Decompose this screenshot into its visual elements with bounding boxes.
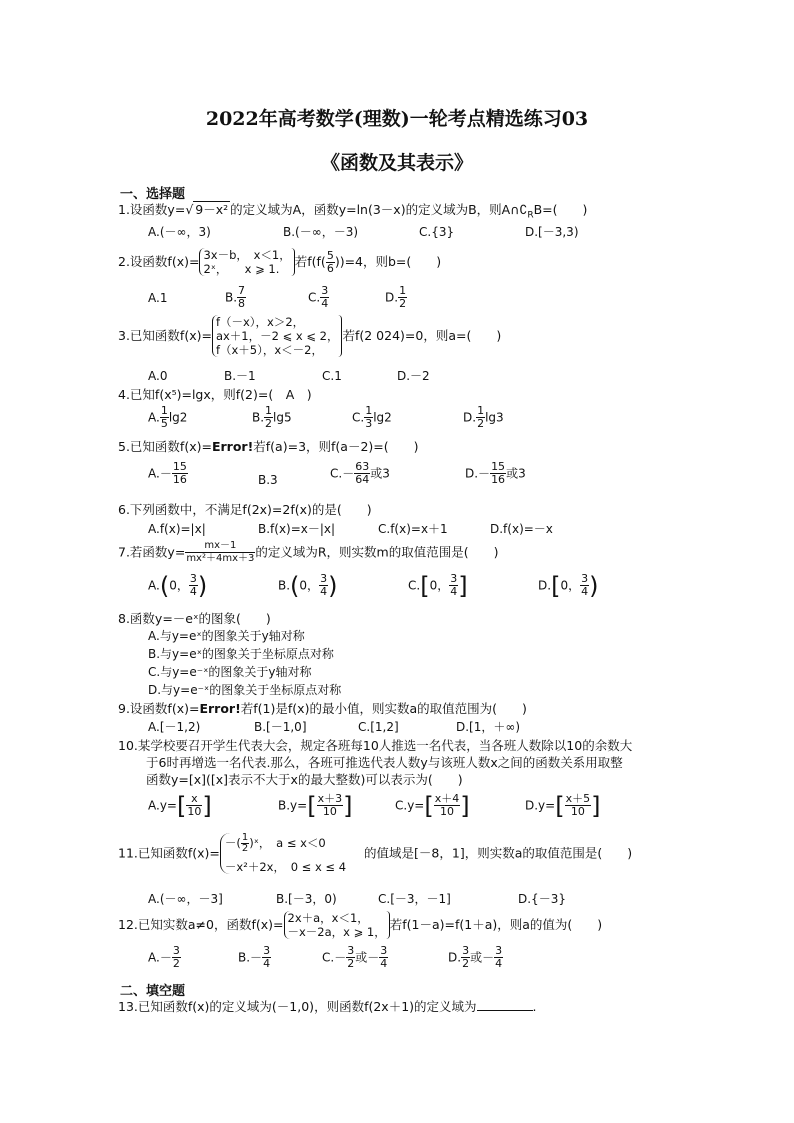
question-9: 9.设函数f(x)=Error!若f(1)是f(x)的最小值，则实数a的取值范围为( )	[118, 701, 527, 716]
q10-option-b: B.y=[ $\frac{x+3}{10}$ ]	[278, 791, 353, 820]
q6-option-b: B.f(x)=x－|x|	[258, 522, 336, 536]
question-13: 13.已知函数f(x)的定义域为(－1,0)，则函数f(2x＋1)的定义域为 .	[118, 999, 537, 1014]
q2-option-b: B. $\frac{7}{8}$	[225, 284, 246, 310]
piecewise-brace: f（－x），x＞2， ax＋1，－2 ⩽ x ⩽ 2， f（x＋5），x＜－2，	[212, 315, 339, 357]
question-8: 8.函数y=－eˣ的图象( )	[118, 611, 271, 626]
q4-option-a: A. $\frac{1}{5}$ lg2	[148, 404, 188, 430]
q5-option-a: A.－ $\frac{15}{16}$	[148, 460, 187, 486]
q7-option-a: A.(0， $\frac{3}{4}$ )	[148, 571, 208, 600]
q9-option-d: D.[1，＋∞)	[456, 720, 521, 734]
q10-option-d: D.y=[ $\frac{x+5}{10}$ ]	[525, 791, 601, 820]
q8-option-d: D.与y=e⁻ˣ的图象关于坐标原点对称	[148, 683, 342, 697]
piecewise-brace: －( $\frac{1}{2}$ )ˣ， a ≤ x＜0 －x²＋2x， 0 ≤ x ≤ 4	[220, 833, 346, 874]
q5-option-b: B.3	[258, 473, 278, 487]
sqrt-expr: 9－x²	[195, 202, 229, 217]
section-fill: 二、填空题	[120, 984, 186, 999]
q7-option-c: C.[0， $\frac{3}{4}$ ]	[408, 571, 468, 600]
q2-option-d: D. $\frac{1}{2}$	[385, 284, 407, 310]
q12-option-c: C.－ $\frac{3}{2}$ 或－ $\frac{3}{4}$	[322, 944, 388, 970]
piecewise-brace: 2x＋a，x＜1， －x－2a，x ⩾ 1，	[284, 911, 386, 939]
q2-option-c: C. $\frac{3}{4}$	[308, 284, 329, 310]
q11-option-b: B.[－3，0)	[276, 892, 337, 906]
q3-option-c: C.1	[322, 369, 342, 383]
q12-option-d: D. $\frac{3}{2}$ 或－ $\frac{3}{4}$	[448, 944, 503, 970]
q9-option-c: C.[1,2]	[358, 720, 399, 734]
q9-option-b: B.[－1,0]	[254, 720, 307, 734]
q2-option-a: A.1	[148, 291, 168, 305]
q1-option-c: C.{3}	[419, 225, 455, 239]
question-4: 4.已知f(x⁵)=lgx，则f(2)=( A )	[118, 387, 312, 402]
page-title: 2022年高考数学(理数)一轮考点精选练习03	[205, 108, 589, 130]
q12-option-a: A.－ $\frac{3}{2}$	[148, 944, 180, 970]
q4-option-d: D. $\frac{1}{2}$ lg3	[463, 404, 504, 430]
q8-option-a: A.与y=eˣ的图象关于y轴对称	[148, 629, 305, 643]
q10-option-c: C.y=[ $\frac{x+4}{10}$ ]	[395, 791, 470, 820]
q1-option-b: B.(－∞，－3)	[283, 225, 359, 239]
q6-option-d: D.f(x)=－x	[490, 522, 553, 536]
question-10-line-3: 函数y=[x]([x]表示不大于x的最大整数)可以表示为( )	[146, 772, 463, 787]
q4-option-b: B. $\frac{1}{2}$ lg5	[252, 404, 292, 430]
q12-option-b: B.－ $\frac{3}{4}$	[238, 944, 271, 970]
question-7: 7.若函数y= $\frac{mx-1}{\text{mx²＋4mx＋3}}$ 的定义域为R，则实数m的取值范围是( )	[118, 540, 499, 564]
question-11: 11.已知函数f(x)= －( $\frac{1}{2}$ )ˣ， a ≤ x＜0 －x²＋2x， 0 ≤ x ≤ 4 的值域是[－8，1]，则实数a的取值范围是( )	[118, 832, 633, 874]
question-1: 1.设函数y=√ 9－x² 的定义域为A，函数y=ln(3－x)的定义域为B，则$A\cap∁_RB=$( )	[118, 202, 588, 221]
q11-option-c: C.[－3，－1]	[378, 892, 451, 906]
q6-option-a: A.f(x)=|x|	[148, 522, 206, 536]
q1-option-a: A.(－∞，3)	[148, 225, 211, 239]
q3-option-a: A.0	[148, 369, 168, 383]
q3-option-d: D.－2	[397, 369, 430, 383]
q8-option-b: B.与y=eˣ的图象关于坐标原点对称	[148, 647, 334, 661]
q3-option-b: B.－1	[224, 369, 256, 383]
piecewise-brace: 3x－b， x＜1， 2ˣ， x ⩾ 1.	[199, 248, 290, 276]
q5-option-d: D.－ $\frac{15}{16}$ 或3	[465, 460, 526, 486]
q4-option-c: C. $\frac{1}{3}$ lg2	[352, 404, 392, 430]
q6-option-c: C.f(x)=x＋1	[378, 522, 448, 536]
answer-blank[interactable]	[477, 1010, 533, 1011]
question-2: 2.设函数f(x)= 3x－b， x＜1， 2ˣ， x ⩾ 1. 若f(f( $\frac{5}{6}$ ))=4，则b=( )	[118, 248, 442, 276]
q8-option-c: C.与y=e⁻ˣ的图象关于y轴对称	[148, 665, 312, 679]
question-6: 6.下列函数中，不满足f(2x)=2f(x)的是( )	[118, 502, 372, 517]
section-choice: 一、选择题	[120, 187, 186, 202]
question-5: 5.已知函数f(x)=Error!若f(a)=3，则f(a－2)=( )	[118, 439, 419, 454]
q11-option-d: D.{－3}	[518, 892, 566, 906]
q9-option-a: A.[－1,2)	[148, 720, 201, 734]
question-10-line-2: 于6时再增选一名代表.那么，各班可推选代表人数y与该班人数x之间的函数关系用取整	[146, 755, 623, 770]
q7-option-d: D.[0， $\frac{3}{4}$ )	[538, 571, 599, 600]
question-12: 12.已知实数a≠0，函数f(x)= 2x＋a，x＜1， －x－2a，x ⩾ 1， 若f(1－a)=f(1＋a)，则a的值为( )	[118, 911, 603, 939]
q1-option-d: D.[－3,3)	[525, 225, 579, 239]
question-3: 3.已知函数f(x)= f（－x），x＞2， ax＋1，－2 ⩽ x ⩽ 2， f（x＋5），x＜－2， 若f(2 024)=0，则a=( )	[118, 315, 502, 357]
question-10-line-1: 10.某学校要召开学生代表大会，规定各班每10人推选一名代表，当各班人数除以10的余数大	[118, 738, 633, 753]
q5-option-c: C.－ $\frac{63}{64}$ 或3	[330, 460, 390, 486]
page-subtitle: 《函数及其表示》	[320, 152, 473, 174]
q7-option-b: B.(0， $\frac{3}{4}$ )	[278, 571, 338, 600]
q10-option-a: A.y=[ $\frac{x}{10}$ ]	[148, 791, 212, 820]
q11-option-a: A.(－∞，－3]	[148, 892, 223, 906]
